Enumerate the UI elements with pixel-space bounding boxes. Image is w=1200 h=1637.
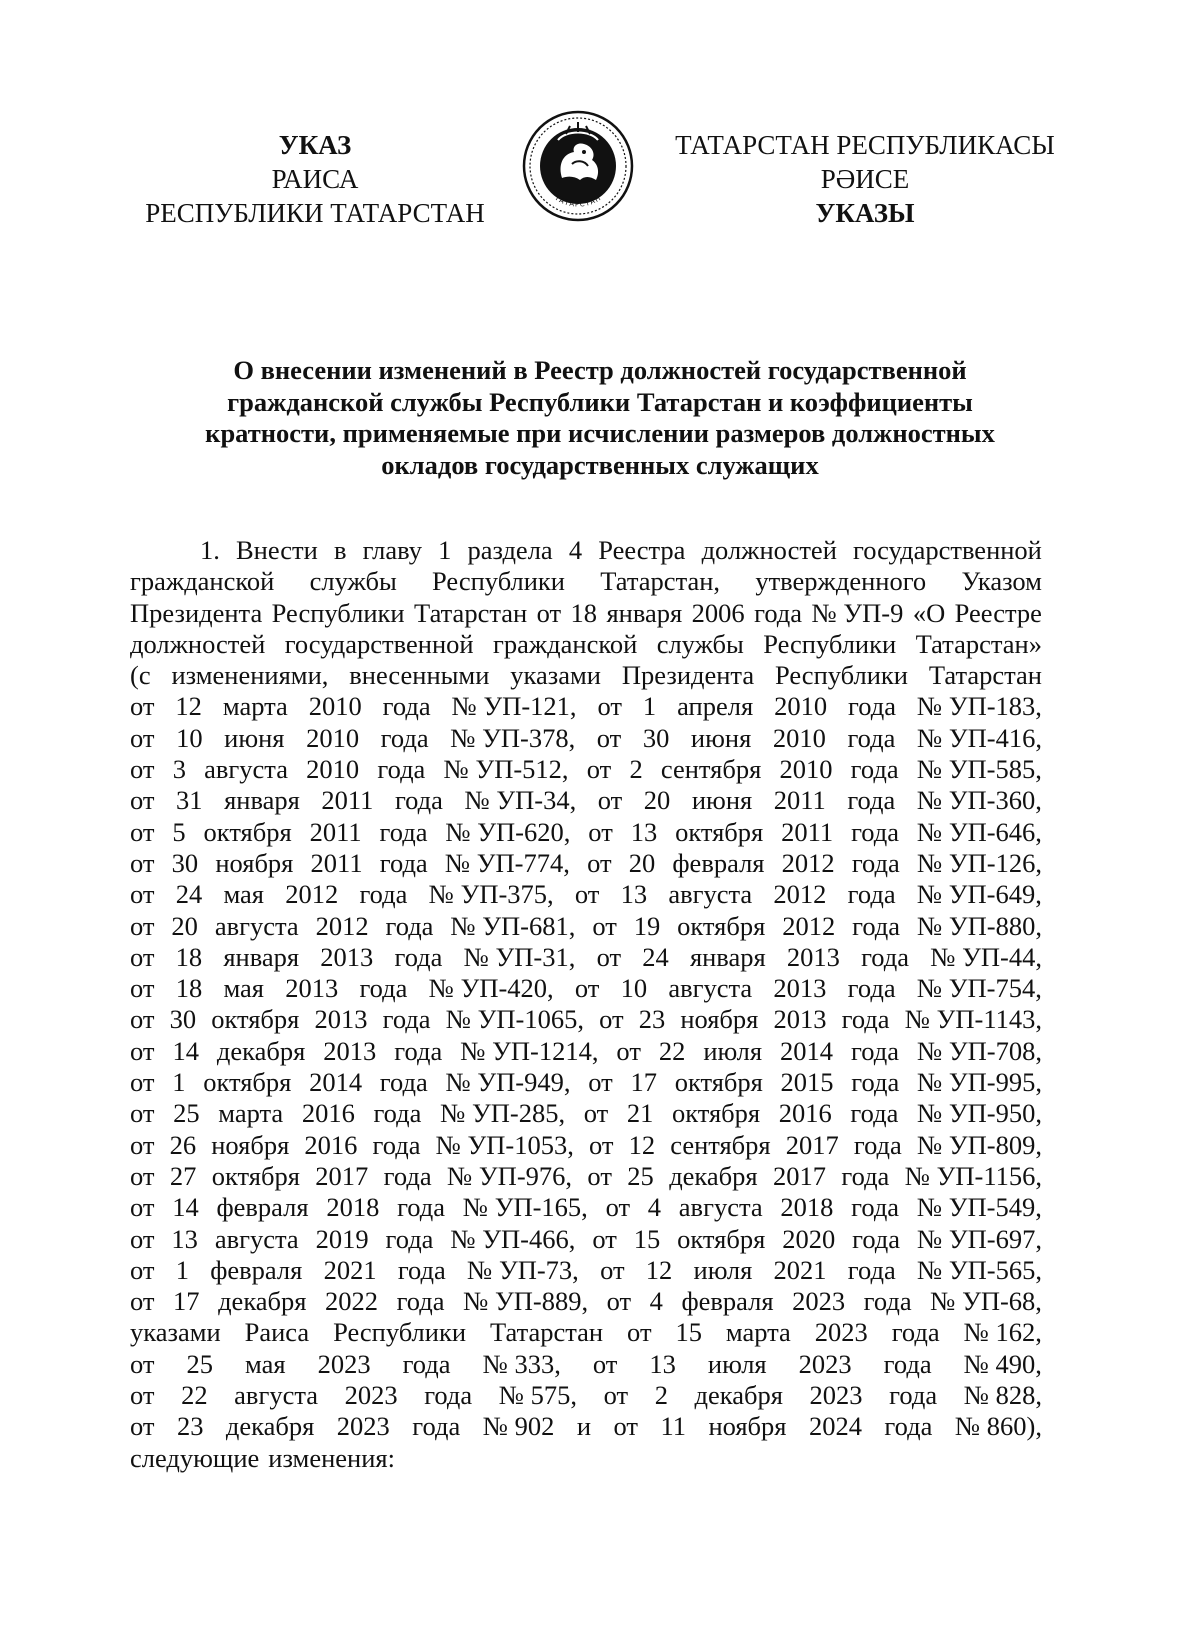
header-russian [130,128,500,230]
header-left-line-1: УКАЗ [278,130,352,160]
document-body [130,535,1042,1474]
body-line: от 17 декабря 2022 года № УП-889, от 4 февраля 2023 года № УП-68, [130,1286,1042,1317]
body-line: (с изменениями, внесенными указами Президента Республики Татарстан [130,660,1042,691]
body-line: от 14 февраля 2018 года № УП-165, от 4 августа 2018 года № УП-549, [130,1192,1042,1223]
body-line: от 3 августа 2010 года № УП-512, от 2 сентября 2010 года № УП-585, [130,754,1042,785]
body-line: Президента Республики Татарстан от 18 января 2006 года № УП-9 «О Реестре [130,597,1042,628]
document-title [150,355,1050,481]
body-line: от 13 августа 2019 года № УП-466, от 15 октября 2020 года № УП-697, [130,1223,1042,1254]
title-line: кратности, применяемые при исчислении размеров должностных [205,418,995,448]
body-line: от 1 февраля 2021 года № УП-73, от 12 июля 2021 года № УП-565, [130,1254,1042,1285]
body-line: от 30 ноября 2011 года № УП-774, от 20 февраля 2012 года № УП-126, [130,847,1042,878]
body-line: от 30 октября 2013 года № УП-1065, от 23 ноября 2013 года № УП-1143, [130,1004,1042,1035]
body-line: от 25 мая 2023 года № 333, от 13 июля 2023 года № 490, [130,1348,1042,1379]
body-line: от 24 мая 2012 года № УП-375, от 13 августа 2012 года № УП-649, [130,879,1042,910]
title-line: О внесении изменений в Реестр должностей государственной [233,355,967,385]
body-line: от 26 ноября 2016 года № УП-1053, от 12 сентября 2017 года № УП-809, [130,1129,1042,1160]
body-line: от 27 октября 2017 года № УП-976, от 25 декабря 2017 года № УП-1156, [130,1160,1042,1191]
header-right-line-2: РӘИСЕ [820,164,910,194]
body-line: от 5 октября 2011 года № УП-620, от 13 октября 2011 года № УП-646, [130,816,1042,847]
body-line: от 23 декабря 2023 года № 902 и от 11 ноября 2024 года № 860), [130,1411,1042,1442]
body-line: указами Раиса Республики Татарстан от 15 марта 2023 года № 162, [130,1317,1042,1348]
body-line: от 20 августа 2012 года № УП-681, от 19 октября 2012 года № УП-880, [130,910,1042,941]
body-line: следующие изменения: [130,1442,395,1473]
body-line: от 1 октября 2014 года № УП-949, от 17 октября 2015 года № УП-995, [130,1067,1042,1098]
emblem-caption: ТАТАРСТАН [553,193,603,209]
header-right-line-3: УКАЗЫ [815,198,915,228]
body-line: от 18 января 2013 года № УП-31, от 24 января 2013 года № УП-44, [130,941,1042,972]
body-line: от 10 июня 2010 года № УП-378, от 30 июня 2010 года № УП-416, [130,722,1042,753]
body-line: от 12 марта 2010 года № УП-121, от 1 апреля 2010 года № УП-183, [130,691,1042,722]
body-line: от 25 марта 2016 года № УП-285, от 21 октября 2016 года № УП-950, [130,1098,1042,1129]
body-line: от 14 декабря 2013 года № УП-1214, от 22 июля 2014 года № УП-708, [130,1035,1042,1066]
header-right-line-1: ТАТАРСТАН РЕСПУБЛИКАСЫ [675,130,1055,160]
header-tatar [660,128,1070,230]
tatarstan-emblem-icon [522,110,634,222]
title-line: окладов государственных служащих [381,449,819,480]
body-line: 1. Внести в главу 1 раздела 4 Реестра должностей государственной [200,535,1042,565]
body-line: от 31 января 2011 года № УП-34, от 20 июня 2011 года № УП-360, [130,785,1042,816]
header-left-line-3: РЕСПУБЛИКИ ТАТАРСТАН [145,198,485,228]
header-left-line-2: РАИСА [271,164,359,194]
title-line: гражданской службы Республики Татарстан и коэффициенты [227,386,973,417]
body-line: от 18 мая 2013 года № УП-420, от 10 августа 2013 года № УП-754, [130,973,1042,1004]
body-line: должностей государственной гражданской службы Республики Татарстан» [130,628,1042,659]
body-line: от 22 августа 2023 года № 575, от 2 декабря 2023 года № 828, [130,1380,1042,1411]
body-line: гражданской службы Республики Татарстан, утвержденного Указом [130,566,1042,597]
